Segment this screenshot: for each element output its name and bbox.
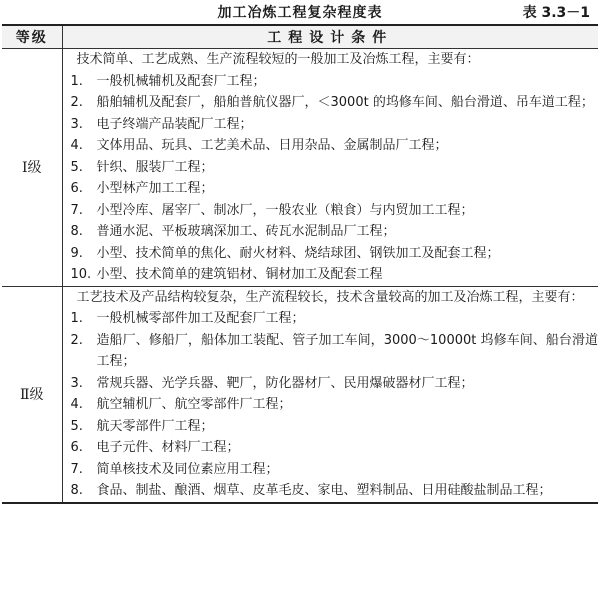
list-item xyxy=(63,135,599,157)
column-header-conditions: 工程设计条件 xyxy=(62,25,598,49)
list-item-number: 2. xyxy=(70,332,83,348)
table-row xyxy=(2,286,598,503)
project-list xyxy=(63,308,599,502)
list-item-number: 6. xyxy=(70,440,83,455)
list-item-number: 4. xyxy=(70,397,83,412)
table-body xyxy=(2,49,598,503)
list-item xyxy=(63,480,599,502)
list-item xyxy=(63,92,599,114)
list-item-text: 小型林产加工工程； xyxy=(96,181,214,196)
list-item-text: 航空辅机厂、航空零部件厂工程； xyxy=(96,397,292,412)
list-item xyxy=(63,308,599,330)
list-item xyxy=(63,416,599,438)
list-item-text: 电子元件、材料厂工程； xyxy=(96,440,240,455)
list-item-text: 普通水泥、平板玻璃深加工、砖瓦水泥制品厂工程； xyxy=(96,224,396,239)
table-row xyxy=(2,49,598,287)
list-item-number: 1. xyxy=(70,311,83,326)
list-item-number: 6. xyxy=(70,181,83,196)
column-header-grade: 等级 xyxy=(2,25,62,49)
list-item xyxy=(63,459,599,481)
grade-cell: Ⅰ级 xyxy=(2,49,62,287)
title-row xyxy=(0,0,600,22)
list-item-text: 常规兵器、光学兵器、靶厂，防化器材厂、民用爆破器材厂工程； xyxy=(96,375,474,391)
list-item-text: 船舶辅机及配套厂，船舶普航仪器厂，＜3000t 的坞修车间、船台滑道、吊车道工程； xyxy=(96,95,594,110)
list-item-number: 4. xyxy=(70,138,83,153)
list-item-number: 10. xyxy=(70,267,92,282)
list-item xyxy=(63,157,599,179)
list-item-number: 7. xyxy=(70,461,83,477)
list-item-number: 8. xyxy=(70,483,83,498)
list-item-number: 7. xyxy=(70,202,83,218)
list-item-text: 造船厂、修船厂，船体加工装配、管子加工车间，3000～10000t 坞修车间、船台滑道工程； xyxy=(96,332,598,369)
list-item-text: 针织、服装厂工程； xyxy=(96,159,214,175)
list-item-text: 文体用品、玩具、工艺美术品、日用杂品、金属制品厂工程； xyxy=(96,138,448,153)
list-item xyxy=(63,264,599,286)
conditions-cell xyxy=(62,49,598,287)
list-item-text: 电子终端产品装配厂工程； xyxy=(96,116,253,132)
list-item xyxy=(63,330,599,373)
list-item xyxy=(63,178,599,200)
project-list xyxy=(63,71,599,286)
table-header-row xyxy=(2,25,598,49)
list-item xyxy=(63,71,599,93)
list-item-number: 8. xyxy=(70,224,83,239)
table-title: 加工冶炼工程复杂程度表 xyxy=(217,5,383,21)
list-item-text: 食品、制盐、酿酒、烟草、皮革毛皮、家电、塑料制品、日用硅酸盐制品工程； xyxy=(96,483,552,498)
list-item-number: 1. xyxy=(70,73,83,89)
list-item-text: 小型、技术简单的焦化、耐火材料、烧结球团、钢铁加工及配套工程； xyxy=(96,245,500,261)
list-item-number: 3. xyxy=(70,116,83,132)
list-item xyxy=(63,221,599,243)
list-item xyxy=(63,373,599,395)
conditions-cell xyxy=(62,286,598,503)
list-item-text: 小型冷库、屠宰厂、制冰厂，一般农业（粮食）与内贸加工工程； xyxy=(96,202,474,218)
list-item-number: 9. xyxy=(70,245,83,261)
list-item-number: 2. xyxy=(70,95,83,110)
list-item-text: 航天零部件厂工程； xyxy=(96,418,214,434)
list-item xyxy=(63,114,599,136)
conditions-intro: 工艺技术及产品结构较复杂，生产流程较长，技术含量较高的加工及冶炼工程，主要有： xyxy=(76,289,584,305)
complexity-table xyxy=(2,24,598,504)
list-item-text: 小型、技术简单的建筑铝材、铜材加工及配套工程 xyxy=(96,267,383,282)
list-item-number: 5. xyxy=(70,159,83,175)
list-item xyxy=(63,437,599,459)
list-item-number: 3. xyxy=(70,375,83,391)
list-item-text: 一般机械辅机及配套厂工程； xyxy=(96,73,266,89)
list-item xyxy=(63,243,599,265)
list-item-text: 简单核技术及同位素应用工程； xyxy=(96,461,279,477)
table-number: 表 3.3－1 xyxy=(522,5,590,21)
grade-cell: Ⅱ级 xyxy=(2,286,62,503)
list-item xyxy=(63,394,599,416)
list-item-number: 5. xyxy=(70,418,83,434)
list-item-text: 一般机械零部件加工及配套厂工程； xyxy=(96,311,305,326)
list-item xyxy=(63,200,599,222)
conditions-intro: 技术简单、工艺成熟、生产流程较短的一般加工及冶炼工程，主要有： xyxy=(76,52,480,67)
